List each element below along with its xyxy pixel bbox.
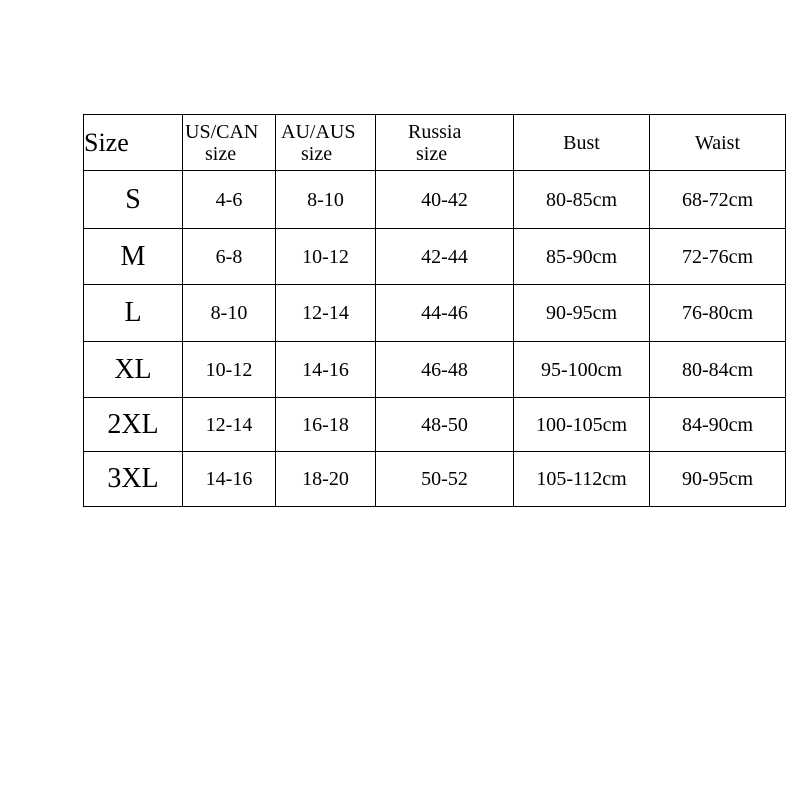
header-size — [84, 115, 183, 171]
cell-us-can: 4-6 — [183, 171, 276, 229]
cell-us-can: 6-8 — [183, 229, 276, 285]
cell-size: 2XL — [84, 398, 183, 452]
cell-waist: 80-84cm — [650, 342, 786, 398]
cell-bust: 85-90cm — [514, 229, 650, 285]
table-row — [84, 171, 786, 229]
header-size-label: Size — [84, 127, 129, 157]
table-row — [84, 229, 786, 285]
cell-russia: 40-42 — [376, 171, 514, 229]
cell-bust: 80-85cm — [514, 171, 650, 229]
cell-bust: 105-112cm — [514, 452, 650, 507]
cell-waist: 72-76cm — [650, 229, 786, 285]
cell-waist: 76-80cm — [650, 285, 786, 342]
cell-size: 3XL — [84, 452, 183, 507]
table-row — [84, 285, 786, 342]
table-row — [84, 452, 786, 507]
size-chart-table — [83, 114, 786, 507]
cell-size: L — [84, 285, 183, 342]
cell-size: XL — [84, 342, 183, 398]
cell-bust: 95-100cm — [514, 342, 650, 398]
cell-russia: 42-44 — [376, 229, 514, 285]
cell-au-aus: 10-12 — [276, 229, 376, 285]
cell-size: S — [84, 171, 183, 229]
cell-russia: 46-48 — [376, 342, 514, 398]
cell-au-aus: 18-20 — [276, 452, 376, 507]
cell-waist: 68-72cm — [650, 171, 786, 229]
header-russia-size — [376, 115, 514, 171]
header-us-can-size — [183, 115, 276, 171]
table-row — [84, 398, 786, 452]
header-au-aus-line2: size — [301, 142, 333, 165]
header-russia-line1: Russia — [408, 120, 462, 143]
cell-bust: 100-105cm — [514, 398, 650, 452]
cell-us-can: 8-10 — [183, 285, 276, 342]
cell-russia: 48-50 — [376, 398, 514, 452]
header-bust — [514, 115, 650, 171]
cell-russia: 50-52 — [376, 452, 514, 507]
header-au-aus-size — [276, 115, 376, 171]
cell-us-can: 14-16 — [183, 452, 276, 507]
cell-au-aus: 12-14 — [276, 285, 376, 342]
header-waist — [650, 115, 786, 171]
table-row — [84, 342, 786, 398]
cell-us-can: 12-14 — [183, 398, 276, 452]
cell-waist: 90-95cm — [650, 452, 786, 507]
header-us-can-line2: size — [205, 142, 237, 165]
cell-au-aus: 14-16 — [276, 342, 376, 398]
header-au-aus-line1: AU/AUS — [281, 120, 356, 143]
header-bust-label: Bust — [563, 131, 600, 154]
header-russia-line2: size — [416, 142, 448, 165]
cell-waist: 84-90cm — [650, 398, 786, 452]
cell-size: M — [84, 229, 183, 285]
cell-au-aus: 8-10 — [276, 171, 376, 229]
cell-russia: 44-46 — [376, 285, 514, 342]
header-waist-label: Waist — [694, 131, 741, 154]
header-row — [84, 115, 786, 171]
header-us-can-line1: US/CAN — [185, 120, 259, 143]
cell-us-can: 10-12 — [183, 342, 276, 398]
cell-bust: 90-95cm — [514, 285, 650, 342]
cell-au-aus: 16-18 — [276, 398, 376, 452]
